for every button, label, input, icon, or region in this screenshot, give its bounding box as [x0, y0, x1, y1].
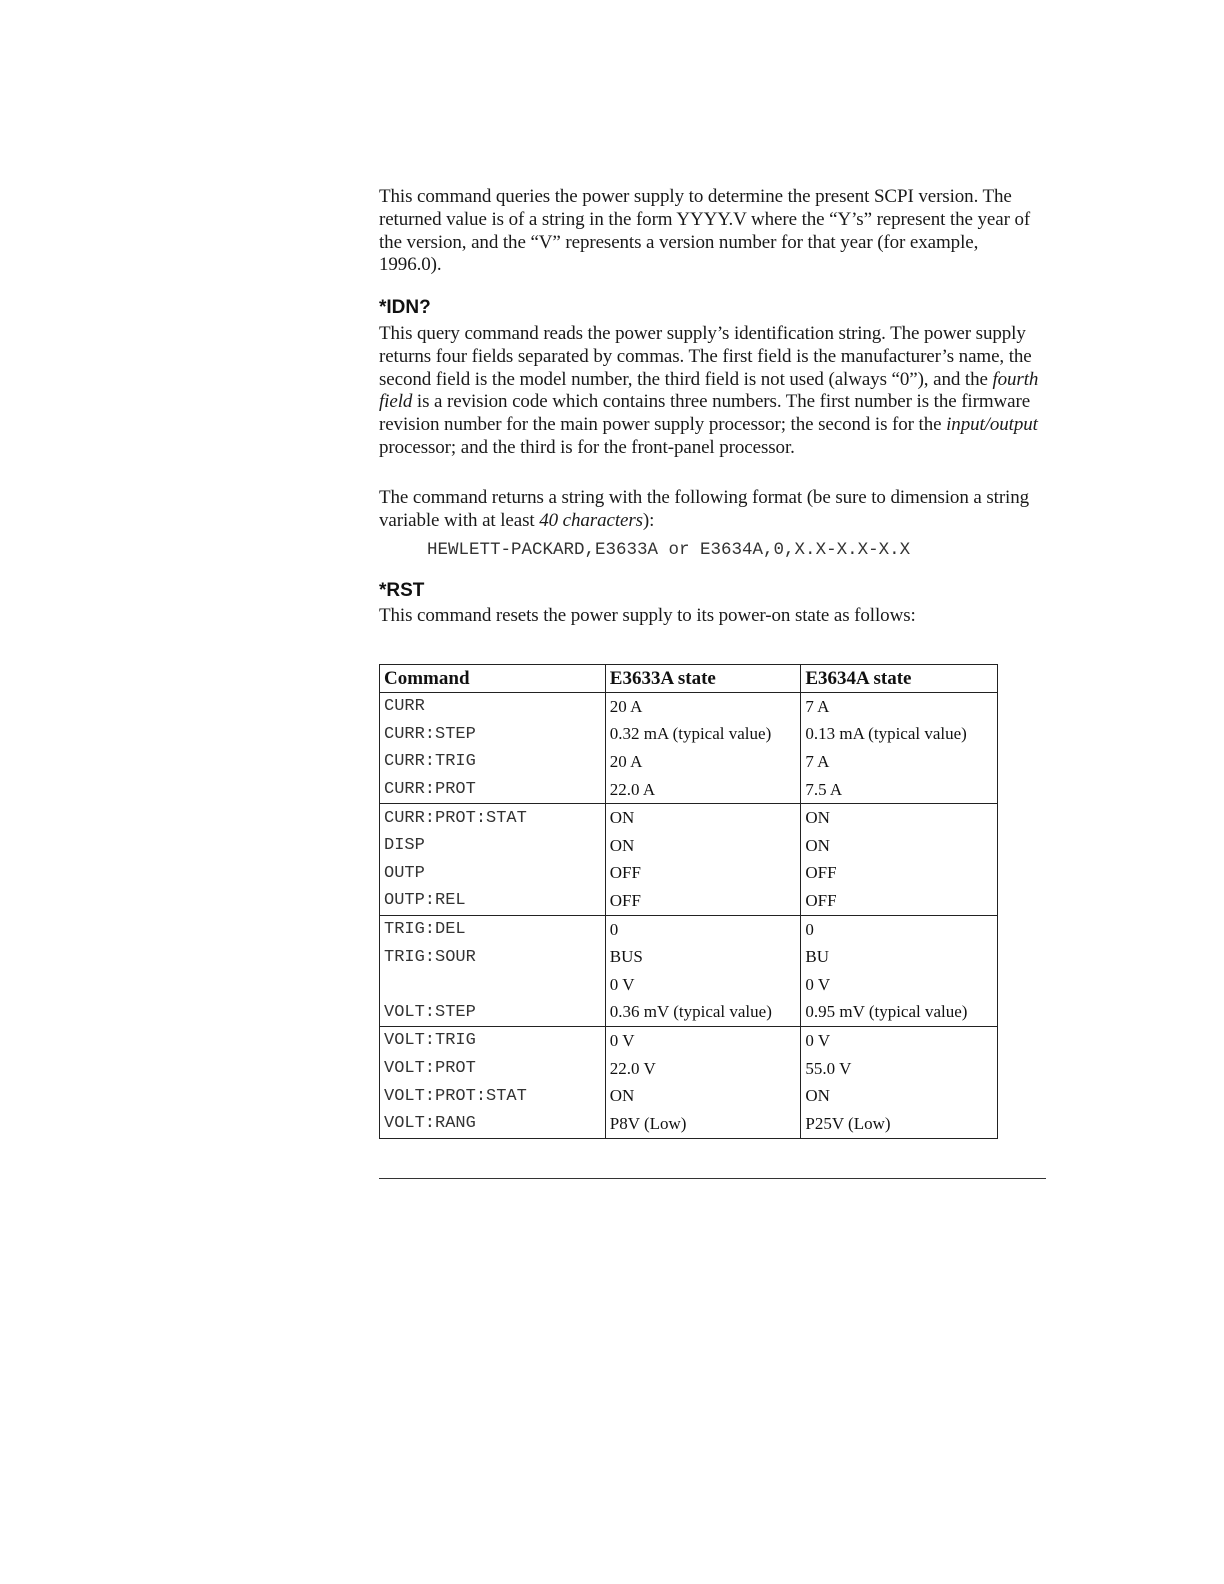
- command-cell: VOLT:TRIG: [380, 1027, 606, 1055]
- table-row: [380, 1082, 998, 1110]
- e3633a-cell: 20 A: [605, 748, 801, 776]
- footer-rule: [379, 1178, 1046, 1179]
- table-row: [380, 887, 998, 915]
- e3633a-cell: ON: [605, 804, 801, 832]
- e3634a-cell: 0.95 mV (typical value): [801, 999, 998, 1027]
- table-row: [380, 999, 998, 1027]
- command-cell: CURR:PROT: [380, 776, 606, 804]
- table-row: [380, 1055, 998, 1083]
- e3633a-cell: 20 A: [605, 693, 801, 721]
- e3633a-cell: ON: [605, 832, 801, 860]
- command-cell: CURR:PROT:STAT: [380, 804, 606, 832]
- e3634a-cell: 0 V: [801, 1027, 998, 1055]
- forty-characters-emphasis: 40 characters: [539, 509, 643, 531]
- e3633a-cell: BUS: [605, 943, 801, 971]
- e3634a-cell: ON: [801, 804, 998, 832]
- e3633a-cell: OFF: [605, 887, 801, 915]
- table-row: [380, 915, 998, 943]
- input-output-emphasis: input/output: [946, 414, 1038, 436]
- rst-description: This command resets the power supply to its power-on state as follows:: [379, 605, 916, 626]
- idn-format-example: HEWLETT-PACKARD,E3633A or E3634A,0,X.X-X.X-X.X: [427, 540, 911, 560]
- e3634a-cell: 0.13 mA (typical value): [801, 721, 998, 749]
- e3634a-cell: OFF: [801, 860, 998, 888]
- header-e3633a-state: E3633A state: [605, 665, 801, 693]
- e3633a-cell: OFF: [605, 860, 801, 888]
- command-cell: VOLT:PROT:STAT: [380, 1082, 606, 1110]
- e3633a-cell: 22.0 V: [605, 1055, 801, 1083]
- command-cell: TRIG:SOUR: [380, 943, 606, 971]
- reset-state-table: [379, 664, 998, 1139]
- e3634a-cell: ON: [801, 1082, 998, 1110]
- table-row: [380, 832, 998, 860]
- command-cell: VOLT:STEP: [380, 999, 606, 1027]
- header-command: Command: [380, 665, 606, 693]
- table-row: [380, 971, 998, 999]
- table-row: [380, 1027, 998, 1055]
- e3634a-cell: P25V (Low): [801, 1110, 998, 1138]
- command-cell: CURR:TRIG: [380, 748, 606, 776]
- rst-heading: *RST: [379, 580, 425, 601]
- table-row: [380, 943, 998, 971]
- table-row: [380, 721, 998, 749]
- command-cell: CURR:STEP: [380, 721, 606, 749]
- e3633a-cell: 0: [605, 915, 801, 943]
- table-row: [380, 1110, 998, 1138]
- fourth-field-emphasis: fourth field: [379, 368, 1039, 413]
- table-row: [380, 776, 998, 804]
- command-cell: CURR: [380, 693, 606, 721]
- command-cell: TRIG:DEL: [380, 915, 606, 943]
- e3634a-cell: 7 A: [801, 693, 998, 721]
- table-header-row: [380, 665, 998, 693]
- e3633a-cell: 0 V: [605, 971, 801, 999]
- command-cell: OUTP: [380, 860, 606, 888]
- table-row: [380, 693, 998, 721]
- e3634a-cell: BU: [801, 943, 998, 971]
- idn-description: This query command reads the power supply’s identification string. The power supply returns four fields separated by commas. The first field is the manufacturer’s name, the second field is the model number, the third field is not used (always “0”), and the fourth field is a revision code which contains three numbers. The first number is the firmware revision number for the main power supply processor; the second is for the input/output processor; and the third is for the front-panel processor.: [379, 323, 1039, 458]
- command-cell: VOLT:PROT: [380, 1055, 606, 1083]
- e3633a-cell: 22.0 A: [605, 776, 801, 804]
- table-row: [380, 804, 998, 832]
- e3634a-cell: ON: [801, 832, 998, 860]
- e3634a-cell: OFF: [801, 887, 998, 915]
- e3633a-cell: 0.36 mV (typical value): [605, 999, 801, 1027]
- e3633a-cell: 0.32 mA (typical value): [605, 721, 801, 749]
- e3633a-cell: ON: [605, 1082, 801, 1110]
- e3633a-cell: 0 V: [605, 1027, 801, 1055]
- e3634a-cell: 7.5 A: [801, 776, 998, 804]
- header-e3634a-state: E3634A state: [801, 665, 998, 693]
- e3634a-cell: 0: [801, 915, 998, 943]
- intro-paragraph: This command queries the power supply to determine the present SCPI version. The returned value is of a string in the form YYYY.V where the “Y’s” represent the year of the version, and the “V” represents a version number for that year (for example, 1996.0).: [379, 186, 1031, 276]
- table-row: [380, 748, 998, 776]
- table-row: [380, 860, 998, 888]
- e3633a-cell: P8V (Low): [605, 1110, 801, 1138]
- command-cell: [380, 971, 606, 999]
- idn-heading: *IDN?: [379, 297, 431, 318]
- e3634a-cell: 7 A: [801, 748, 998, 776]
- command-cell: VOLT:RANG: [380, 1110, 606, 1138]
- e3634a-cell: 55.0 V: [801, 1055, 998, 1083]
- command-cell: DISP: [380, 832, 606, 860]
- command-cell: OUTP:REL: [380, 887, 606, 915]
- e3634a-cell: 0 V: [801, 971, 998, 999]
- idn-format-description: The command returns a string with the following format (be sure to dimension a string variable with at least 40 characters):: [379, 487, 1030, 531]
